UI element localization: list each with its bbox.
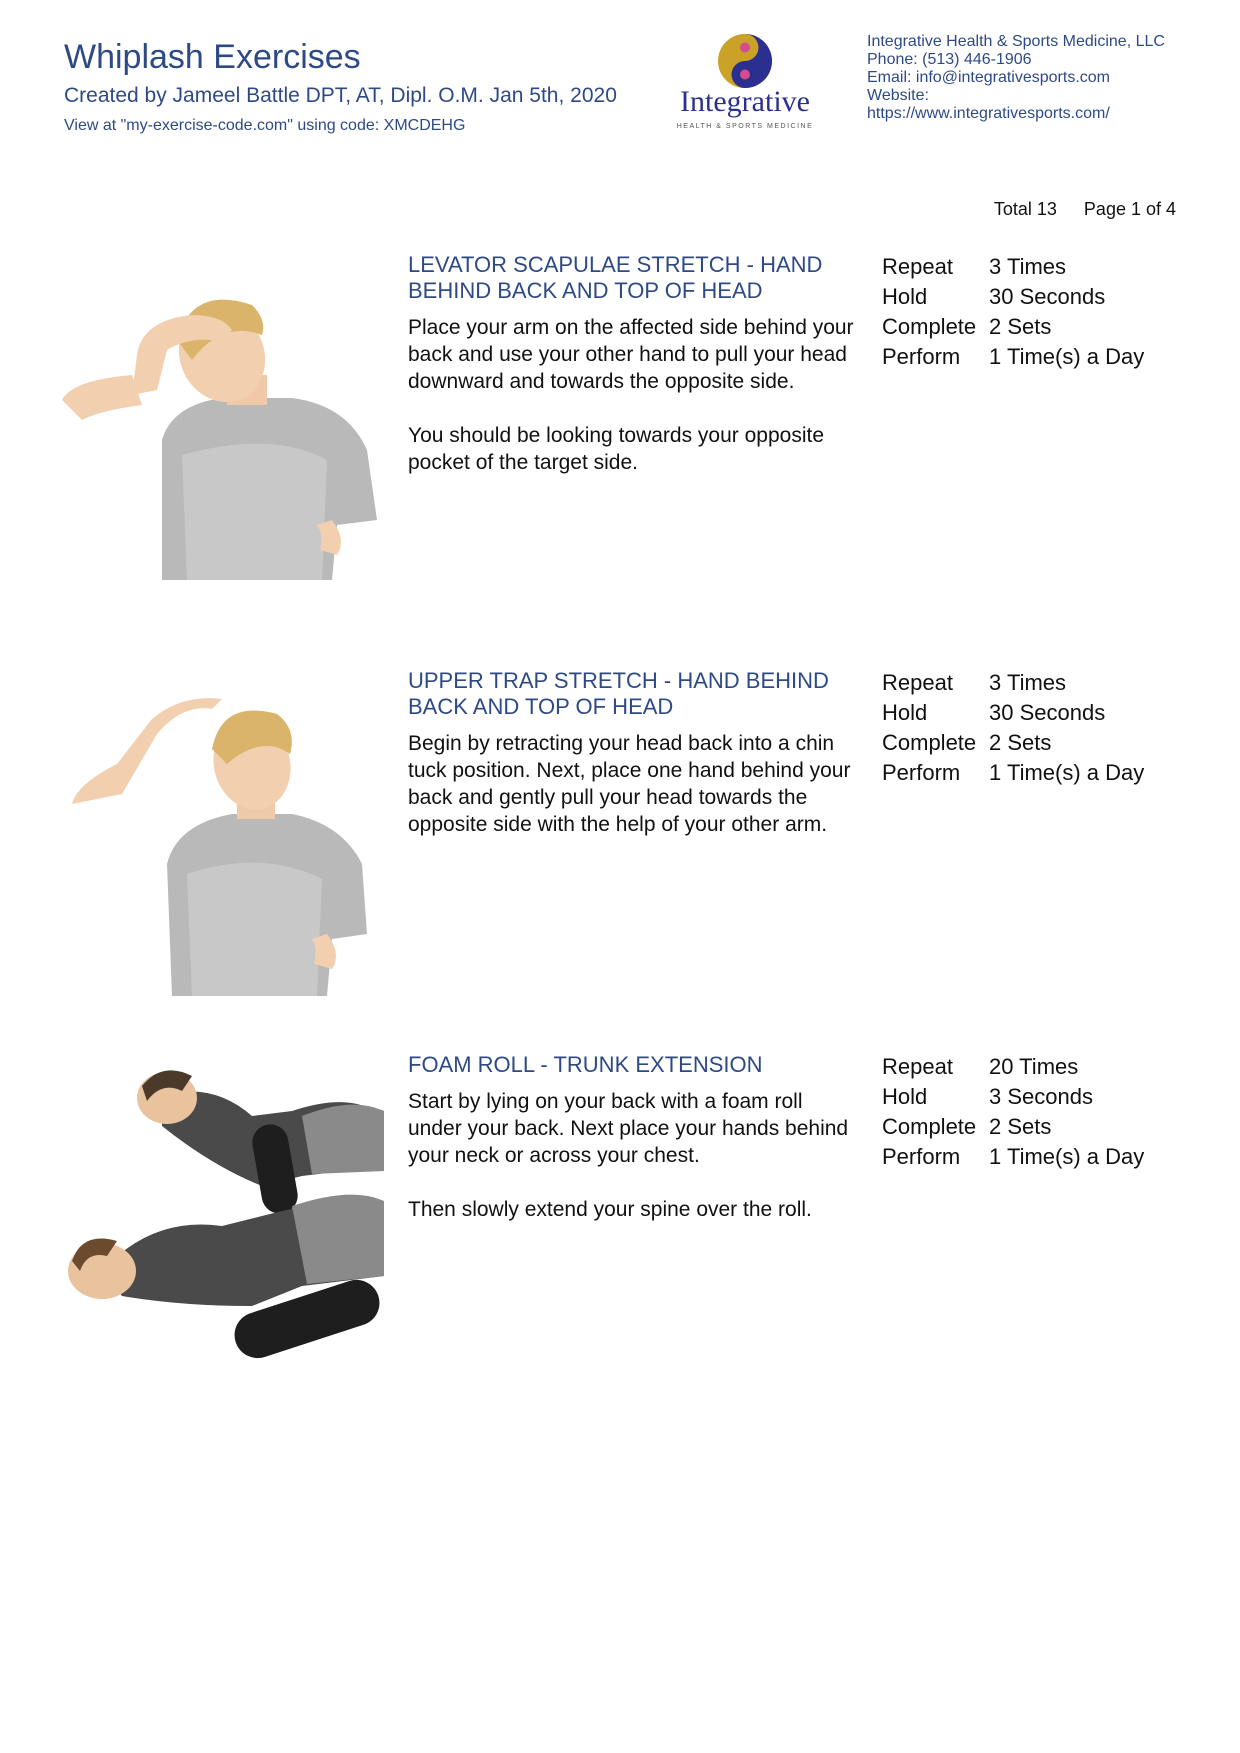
complete-label: Complete [882, 1114, 977, 1139]
pagination [994, 199, 1176, 220]
complete-label: Complete [882, 314, 977, 339]
repeat-label: Repeat [882, 670, 953, 695]
hold-value: 30 Seconds [989, 284, 1106, 309]
total-count: Total 13 [993, 199, 1057, 219]
page-indicator: Page 1 of 4 [1083, 199, 1176, 219]
perform-value: 1 Time(s) a Day [989, 760, 1145, 785]
contact-block [867, 33, 1165, 123]
exercise-description: Begin by retracting your head back into a chin tuck position. Next, place one hand behind your back and gently pull your head towards the opposite side with the help of your other arm. [408, 732, 851, 836]
repeat-value: 3 Times [989, 254, 1067, 279]
exercise-image [62, 1056, 384, 1378]
exercise-title: LEVATOR SCAPULAE STRETCH - HAND BEHIND BACK AND TOP OF HEAD [408, 252, 823, 303]
repeat-label: Repeat [882, 254, 953, 279]
exercise-image [62, 694, 384, 996]
exercise-title: FOAM ROLL - TRUNK EXTENSION [408, 1052, 763, 1077]
repeat-value: 3 Times [989, 670, 1067, 695]
perform-label: Perform [882, 344, 961, 369]
logo-wordmark: Integrative [680, 85, 810, 118]
logo-tagline: HEALTH & SPORTS MEDICINE [676, 123, 814, 130]
exercise-title: UPPER TRAP STRETCH - HAND BEHIND BACK AND TOP OF HEAD [408, 668, 829, 719]
hold-label: Hold [882, 1084, 928, 1109]
exercise-parameters [882, 252, 1144, 372]
hold-value: 30 Seconds [989, 700, 1106, 725]
created-by-line: Created by Jameel Battle DPT, AT, Dipl. O.M. Jan 5th, 2020 [64, 84, 617, 107]
phone: Phone: (513) 446-1906 [867, 51, 1032, 68]
exercise-parameters [882, 1052, 1144, 1172]
exercise-code-line: View at "my-exercise-code.com" using code: XMCDEHG [64, 117, 466, 134]
perform-value: 1 Time(s) a Day [989, 1144, 1145, 1169]
perform-value: 1 Time(s) a Day [989, 344, 1145, 369]
website-link[interactable]: https://www.integrativesports.com/ [867, 105, 1110, 122]
exercise-image [62, 280, 384, 580]
hold-label: Hold [882, 284, 928, 309]
hold-label: Hold [882, 700, 928, 725]
repeat-label: Repeat [882, 1054, 953, 1079]
complete-value: 2 Sets [989, 730, 1052, 755]
repeat-value: 20 Times [989, 1054, 1079, 1079]
company-name: Integrative Health & Sports Medicine, LLC [867, 33, 1165, 50]
hold-value: 3 Seconds [989, 1084, 1093, 1109]
complete-label: Complete [882, 730, 977, 755]
perform-label: Perform [882, 760, 961, 785]
yin-yang-logo-icon [717, 33, 773, 89]
email[interactable]: Email: info@integrativesports.com [867, 69, 1110, 86]
perform-label: Perform [882, 1144, 961, 1169]
integrative-logo [665, 33, 825, 135]
page-title: Whiplash Exercises [64, 38, 361, 76]
exercise-description: Place your arm on the affected side behind your back and use your other hand to pull your head downward and towards the opposite side. You should be looking towards your opposite pocket of the target side. [408, 316, 854, 474]
complete-value: 2 Sets [989, 314, 1052, 339]
complete-value: 2 Sets [989, 1114, 1052, 1139]
exercise-description: Start by lying on your back with a foam roll under your back. Next place your hands behind your neck or across your chest. Then slowly extend your spine over the roll. [408, 1090, 849, 1221]
exercise-parameters [882, 668, 1144, 788]
website-label: Website: [867, 87, 929, 104]
